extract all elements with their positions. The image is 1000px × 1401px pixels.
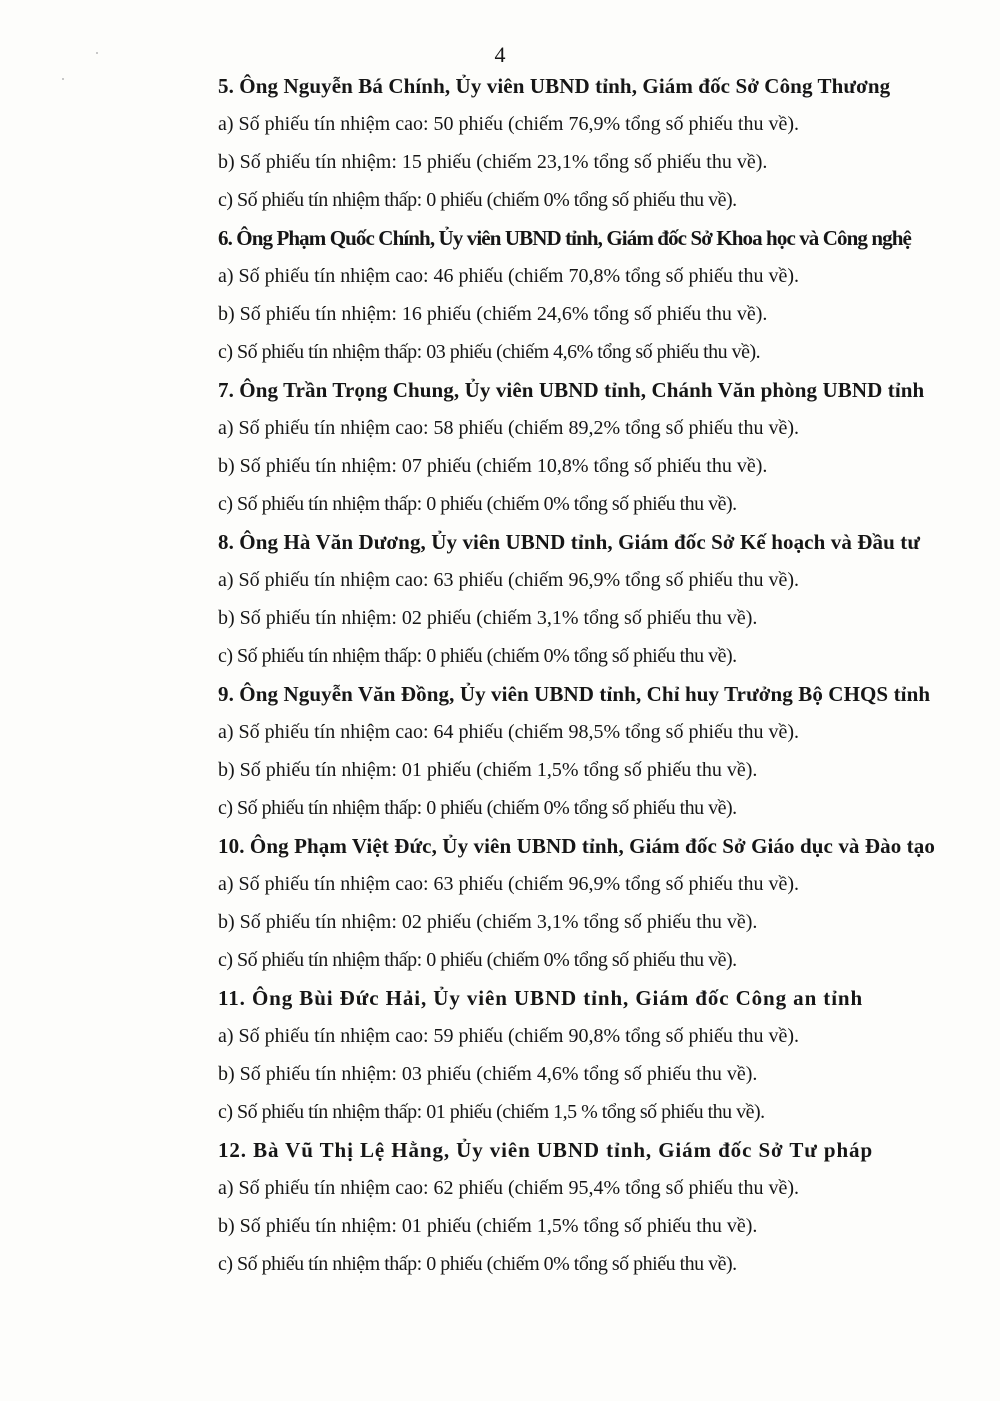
- high-confidence-line: a) Số phiếu tín nhiệm cao: 62 phiếu (chiếm 95,4% tổng số phiếu thu về).: [218, 1177, 799, 1199]
- section-heading: 11. Ông Bùi Đức Hải, Ủy viên UBND tỉnh, Giám đốc Công an tỉnh: [218, 986, 864, 1010]
- confidence-line: b) Số phiếu tín nhiệm: 07 phiếu (chiếm 10,8% tổng số phiếu thu về).: [218, 455, 768, 477]
- section-heading: 6. Ông Phạm Quốc Chính, Ủy viên UBND tỉnh, Giám đốc Sở Khoa học và Công nghệ: [218, 226, 911, 250]
- confidence-line: b) Số phiếu tín nhiệm: 01 phiếu (chiếm 1,5% tổng số phiếu thu về).: [218, 759, 758, 781]
- low-confidence-line: c) Số phiếu tín nhiệm thấp: 03 phiếu (chiếm 4,6% tổng số phiếu thu về).: [218, 341, 761, 363]
- section-heading: 7. Ông Trần Trọng Chung, Ủy viên UBND tỉnh, Chánh Văn phòng UBND tỉnh: [218, 378, 925, 402]
- low-confidence-line: c) Số phiếu tín nhiệm thấp: 0 phiếu (chiếm 0% tổng số phiếu thu về).: [218, 797, 737, 819]
- low-confidence-line: c) Số phiếu tín nhiệm thấp: 0 phiếu (chiếm 0% tổng số phiếu thu về).: [218, 189, 737, 211]
- high-confidence-line: a) Số phiếu tín nhiệm cao: 63 phiếu (chiếm 96,9% tổng số phiếu thu về).: [218, 569, 799, 591]
- official-section: [218, 222, 1000, 374]
- official-section: [218, 982, 1000, 1134]
- high-confidence-line: a) Số phiếu tín nhiệm cao: 50 phiếu (chiếm 76,9% tổng số phiếu thu về).: [218, 113, 799, 135]
- low-confidence-line: c) Số phiếu tín nhiệm thấp: 0 phiếu (chiếm 0% tổng số phiếu thu về).: [218, 645, 737, 667]
- page-number: 4: [494, 42, 506, 67]
- high-confidence-line: a) Số phiếu tín nhiệm cao: 59 phiếu (chiếm 90,8% tổng số phiếu thu về).: [218, 1025, 799, 1047]
- official-section: [218, 1134, 1000, 1286]
- low-confidence-line: c) Số phiếu tín nhiệm thấp: 0 phiếu (chiếm 0% tổng số phiếu thu về).: [218, 1253, 737, 1275]
- confidence-line: b) Số phiếu tín nhiệm: 01 phiếu (chiếm 1,5% tổng số phiếu thu về).: [218, 1215, 758, 1237]
- high-confidence-line: a) Số phiếu tín nhiệm cao: 58 phiếu (chiếm 89,2% tổng số phiếu thu về).: [218, 417, 799, 439]
- official-section: [218, 374, 1000, 526]
- confidence-line: b) Số phiếu tín nhiệm: 16 phiếu (chiếm 24,6% tổng số phiếu thu về).: [218, 303, 768, 325]
- high-confidence-line: a) Số phiếu tín nhiệm cao: 63 phiếu (chiếm 96,9% tổng số phiếu thu về).: [218, 873, 799, 895]
- high-confidence-line: a) Số phiếu tín nhiệm cao: 64 phiếu (chiếm 98,5% tổng số phiếu thu về).: [218, 721, 799, 743]
- high-confidence-line: a) Số phiếu tín nhiệm cao: 46 phiếu (chiếm 70,8% tổng số phiếu thu về).: [218, 265, 799, 287]
- section-heading: 10. Ông Phạm Việt Đức, Ủy viên UBND tỉnh, Giám đốc Sở Giáo dục và Đào tạo: [218, 834, 935, 858]
- low-confidence-line: c) Số phiếu tín nhiệm thấp: 0 phiếu (chiếm 0% tổng số phiếu thu về).: [218, 493, 737, 515]
- official-section: [218, 678, 1000, 830]
- confidence-line: b) Số phiếu tín nhiệm: 15 phiếu (chiếm 23,1% tổng số phiếu thu về).: [218, 151, 768, 173]
- official-section: [218, 830, 1000, 982]
- confidence-line: b) Số phiếu tín nhiệm: 03 phiếu (chiếm 4,6% tổng số phiếu thu về).: [218, 1063, 758, 1085]
- section-heading: 9. Ông Nguyễn Văn Đồng, Ủy viên UBND tỉnh, Chỉ huy Trưởng Bộ CHQS tỉnh: [218, 682, 931, 706]
- low-confidence-line: c) Số phiếu tín nhiệm thấp: 01 phiếu (chiếm 1,5 % tổng số phiếu thu về).: [218, 1101, 765, 1123]
- section-heading: 12. Bà Vũ Thị Lệ Hằng, Ủy viên UBND tỉnh, Giám đốc Sở Tư pháp: [218, 1138, 874, 1162]
- official-section: [218, 70, 1000, 222]
- confidence-line: b) Số phiếu tín nhiệm: 02 phiếu (chiếm 3,1% tổng số phiếu thu về).: [218, 911, 758, 933]
- confidence-line: b) Số phiếu tín nhiệm: 02 phiếu (chiếm 3,1% tổng số phiếu thu về).: [218, 607, 758, 629]
- section-heading: 8. Ông Hà Văn Dương, Ủy viên UBND tỉnh, Giám đốc Sở Kế hoạch và Đầu tư: [218, 530, 921, 554]
- section-heading: 5. Ông Nguyễn Bá Chính, Ủy viên UBND tỉnh, Giám đốc Sở Công Thương: [218, 74, 891, 98]
- official-section: [218, 526, 1000, 678]
- low-confidence-line: c) Số phiếu tín nhiệm thấp: 0 phiếu (chiếm 0% tổng số phiếu thu về).: [218, 949, 737, 971]
- vote-results-list: [0, 70, 1000, 1286]
